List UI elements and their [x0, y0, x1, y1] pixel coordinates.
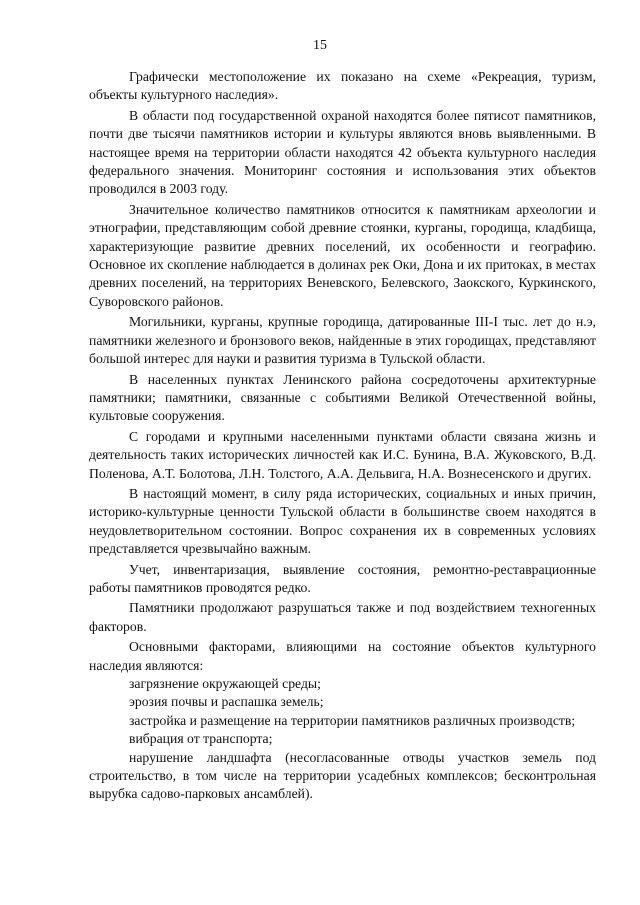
page-number: 15 — [313, 38, 327, 53]
paragraph-current-state: В настоящий момент, в силу ряда исторических, социальных и иных причин, историко-культурные ценности Тульской области в большинстве своем находятся в неудовлетворительном состоянии. Вопрос сохранения их в современных условиях представляется чрезвычайно важным. — [89, 485, 596, 557]
paragraph-historical-figures: С городами и крупными населенными пунктами области связана жизнь и деятельность таких исторических личностей как И.С. Бунина, В.А. Жуковского, В.Д. Поленова, А.Т. Болотова, Л.Н. Толстого, А.А. Дельвига, Н.А. Вознесенского и других. — [89, 428, 596, 481]
list-item-factor: эрозия почвы и распашка земель; — [129, 694, 324, 710]
list-item-factor: застройка и размещение на территории памятников различных производств; — [129, 712, 576, 728]
paragraph-technogenic-factors: Памятники продолжают разрушаться также и под воздействием техногенных факторов. — [89, 600, 596, 634]
paragraph-main-factors: Основными факторами, влияющими на состояние объектов культурного наследия являются: — [89, 639, 596, 673]
list-item-factor: вибрация от транспорта; — [129, 731, 273, 747]
paragraph-burial-mounds: Могильники, курганы, крупные городища, датированные III-I тыс. лет до н.э, памятники железного и бронзового веков, найденные в этих городищах, представляют большой интерес для науки и развития туризма в Тульской области. — [89, 314, 596, 367]
paragraph-archaeology: Значительное количество памятников относится к памятникам археологии и этнографии, представляющим собой древние стоянки, курганы, городища, кладбища, характеризующие развитие древних поселений, их особенности и географию. Основное их скопление наблюдается в долинах рек Оки, Дона и их притоках, в местах древних поселений, на территориях Веневского, Белевского, Заокского, Куркинского, Суворовского районов. — [89, 201, 596, 309]
paragraph-inventory: Учет, инвентаризация, выявление состояния, ремонтно-реставрационные работы памятников проводятся редко. — [89, 561, 596, 595]
list-item-factor: загрязнение окружающей среды; — [129, 676, 321, 691]
body-text — [89, 68, 596, 804]
list-item-factor: нарушение ландшафта (несогласованные отводы участков земель под строительство, в том числе на территории усадебных комплексов; бесконтрольная вырубка садово-парковых ансамблей). — [89, 749, 596, 802]
paragraph-recreation-scheme: Графически местоположение их показано на схеме «Рекреация, туризм, объекты культурного наследия». — [89, 69, 596, 103]
paragraph-leninsky-district: В населенных пунктах Ленинского района сосредоточены архитектурные памятники; памятники, связанные с событиями Великой Отечественной войны, культовые сооружения. — [89, 371, 596, 424]
paragraph-state-protection: В области под государственной охраной находятся более пятисот памятников, почти две тысячи памятников истории и культуры являются вновь выявленными. В настоящее время на территории области находятся 42 объекта культурного наследия федерального значения. Мониторинг состояния и использования этих объектов проводился в 2003 году. — [89, 107, 596, 197]
